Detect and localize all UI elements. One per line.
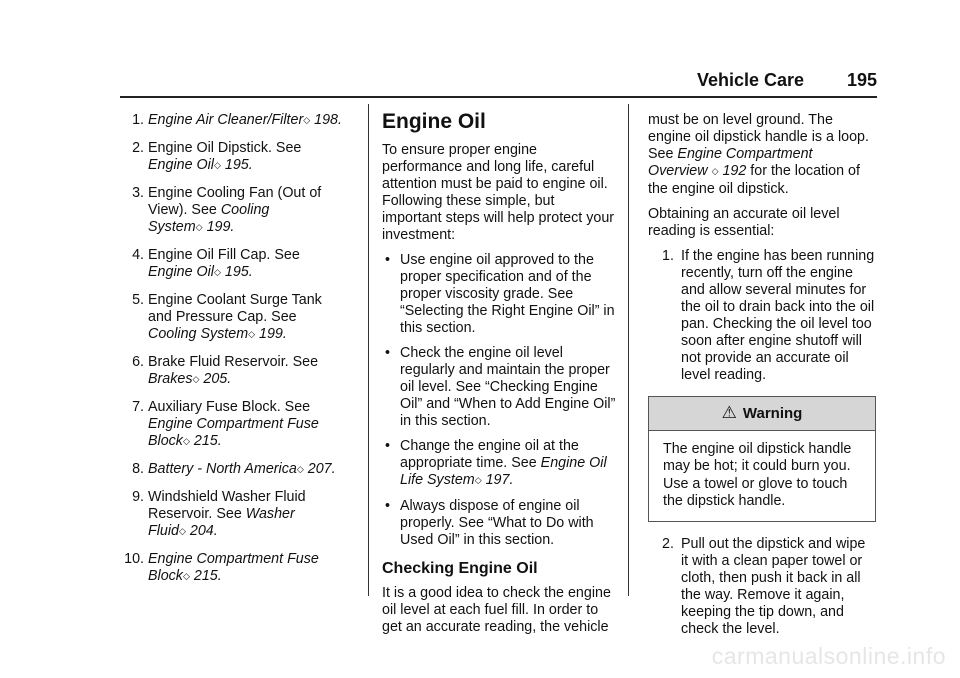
cross-reference: 215. [189, 433, 222, 449]
list-item-number: 10. [124, 551, 144, 567]
cross-reference: Washer [245, 506, 295, 522]
continued-paragraph [648, 112, 876, 198]
list-item [120, 399, 356, 451]
cross-reference: 197. [481, 472, 514, 488]
cross-reference: Battery - North America [148, 461, 297, 477]
list-item-number: 7. [132, 399, 144, 415]
list-item [382, 498, 616, 549]
text-run: Windshield Washer Fluid [148, 489, 306, 505]
warning-text-2: Use a towel or glove to touch the dipstick handle. [663, 476, 848, 509]
step-1 [648, 248, 876, 384]
cross-reference: 198. [310, 112, 342, 128]
list-item-number: 6. [132, 354, 144, 370]
list-item-number: 4. [132, 247, 144, 263]
text-run: must be on level ground. The engine oil dipstick handle is a loop. See [648, 112, 869, 162]
left-column [120, 112, 356, 596]
cross-reference: 195. [220, 157, 253, 173]
text-run: Change the engine oil at the appropriate time. See [400, 438, 579, 471]
list-item [120, 551, 356, 586]
text-run: Reservoir. See [148, 506, 246, 522]
warning-body [649, 431, 875, 521]
column-divider-left [368, 104, 369, 596]
list-item [120, 489, 356, 541]
list-item [120, 292, 356, 344]
cross-reference: Engine Oil [148, 264, 214, 280]
cross-reference: 215. [189, 568, 222, 584]
cross-reference: Brakes [148, 371, 193, 387]
checking-paragraph: It is a good idea to check the engine oil level at each fuel fill. In order to get an accurate reading, the vehicle [382, 585, 611, 635]
warning-title: Warning [742, 405, 803, 422]
page-ref-arrow-icon: ◇ [711, 167, 719, 177]
cross-reference: 195. [220, 264, 253, 280]
page-ref-arrow-icon: ◇ [213, 161, 221, 171]
list-item-number: 8. [132, 461, 144, 477]
bullet-icon: • [385, 438, 391, 454]
component-list [120, 112, 356, 586]
column-divider-right [628, 104, 629, 596]
middle-column [382, 110, 616, 644]
cross-reference: Engine Oil [148, 157, 214, 173]
text-run: View). See [148, 202, 221, 218]
page-ref-arrow-icon: ◇ [296, 465, 304, 475]
bullet-icon: • [385, 252, 391, 268]
section-heading: Engine Oil [382, 110, 486, 133]
cross-reference: 205. [199, 371, 232, 387]
bullet-icon: • [385, 498, 391, 514]
intro-paragraph: To ensure proper engine performance and long life, careful attention must be paid to engine oil. Following these simple, but important steps will help protect your investment: [382, 142, 615, 243]
page-ref-arrow-icon: ◇ [213, 268, 221, 278]
watermark: carmanualsonline.info [711, 643, 946, 669]
list-item-number: 5. [132, 292, 144, 308]
text-run: Engine Cooling Fan (Out of [148, 185, 322, 201]
page-ref-arrow-icon: ◇ [182, 572, 190, 582]
cross-reference: 199. [255, 326, 287, 342]
subsection-heading: Checking Engine Oil [382, 560, 538, 577]
step-1-text: If the engine has been running recently, turn off the engine and allow several minutes for the oil to drain back into the oil pan. Checking the oil level too soon after engine shutoff will not provide an accurate oil level reading. [681, 248, 875, 383]
cross-reference: Block [148, 568, 183, 584]
list-item [120, 461, 356, 479]
page-ref-arrow-icon: ◇ [303, 116, 311, 126]
cross-reference: Fluid [148, 523, 179, 539]
list-item [120, 112, 356, 130]
cross-reference: 199. [202, 219, 235, 235]
section-title: Vehicle Care [697, 70, 805, 90]
tips-list [382, 252, 616, 549]
header-rule [120, 96, 877, 98]
cross-reference: System [148, 219, 196, 235]
bullet-icon: • [385, 345, 391, 361]
list-item-number: 2. [132, 140, 144, 156]
page-ref-arrow-icon: ◇ [248, 330, 256, 340]
list-item [382, 438, 616, 490]
step-1-number: 1. [662, 248, 674, 264]
list-item [120, 354, 356, 389]
cross-reference: Engine Oil Life System [400, 455, 607, 488]
accuracy-paragraph: Obtaining an accurate oil level reading is essential: [648, 206, 840, 239]
text-run: and Pressure Cap. See [148, 309, 297, 325]
list-item-number: 1. [132, 112, 144, 128]
text-run: Brake Fluid Reservoir. See [148, 354, 319, 370]
warning-box [648, 396, 876, 522]
right-column [648, 112, 876, 646]
text-run: Always dispose of engine oil properly. See “What to Do with Used Oil” in this section. [400, 498, 594, 548]
cross-reference: 192 [718, 163, 747, 179]
cross-reference: Engine Compartment Fuse [148, 551, 319, 567]
list-item-number: 3. [132, 185, 144, 201]
step-2-text: Pull out the dipstick and wipe it with a clean paper towel or cloth, then push it back in all the way. Remove it again, keeping the tip down, and check the level. [681, 536, 866, 637]
text-run: for the location of the engine oil dipstick. [648, 163, 860, 197]
list-item [120, 185, 356, 237]
list-item-number: 9. [132, 489, 144, 505]
text-run: Check the engine oil level regularly and maintain the proper oil level. See “Checking Engine Oil” and “When to Add Engine Oil” in this section. [400, 345, 616, 429]
page-header [697, 70, 877, 96]
cross-reference: Cooling [220, 202, 270, 218]
warning-triangle-icon: ⚠ [721, 403, 737, 423]
step-2-number: 2. [662, 536, 674, 552]
page-ref-arrow-icon: ◇ [195, 223, 203, 233]
list-item [120, 247, 356, 282]
text-run: Use engine oil approved to the proper specification and of the proper viscosity grade. See “Selecting the Right Engine Oil” in this section. [400, 252, 615, 336]
list-item [382, 345, 616, 430]
list-item [120, 140, 356, 175]
cross-reference: Engine Compartment Fuse [148, 416, 319, 432]
text-run: Engine Oil Dipstick. See [148, 140, 302, 156]
text-run: Engine Coolant Surge Tank [148, 292, 322, 308]
page-ref-arrow-icon: ◇ [474, 476, 482, 486]
cross-reference: 207. [303, 461, 336, 477]
cross-reference: Cooling System [148, 326, 249, 342]
cross-reference: Engine Compartment Overview [648, 146, 813, 179]
page-ref-arrow-icon: ◇ [192, 375, 200, 385]
step-2 [648, 536, 876, 638]
warning-text-1: The engine oil dipstick handle may be hot; it could burn you. [663, 441, 852, 474]
list-item [382, 252, 616, 337]
text-run: Engine Oil Fill Cap. See [148, 247, 300, 263]
text-run: Auxiliary Fuse Block. See [148, 399, 311, 415]
page-number: 195 [846, 70, 877, 90]
cross-reference: Engine Air Cleaner/Filter [148, 112, 304, 128]
cross-reference: Block [148, 433, 183, 449]
warning-header [649, 397, 875, 431]
cross-reference: 204. [185, 523, 218, 539]
page-ref-arrow-icon: ◇ [179, 527, 186, 537]
page-ref-arrow-icon: ◇ [182, 437, 190, 447]
